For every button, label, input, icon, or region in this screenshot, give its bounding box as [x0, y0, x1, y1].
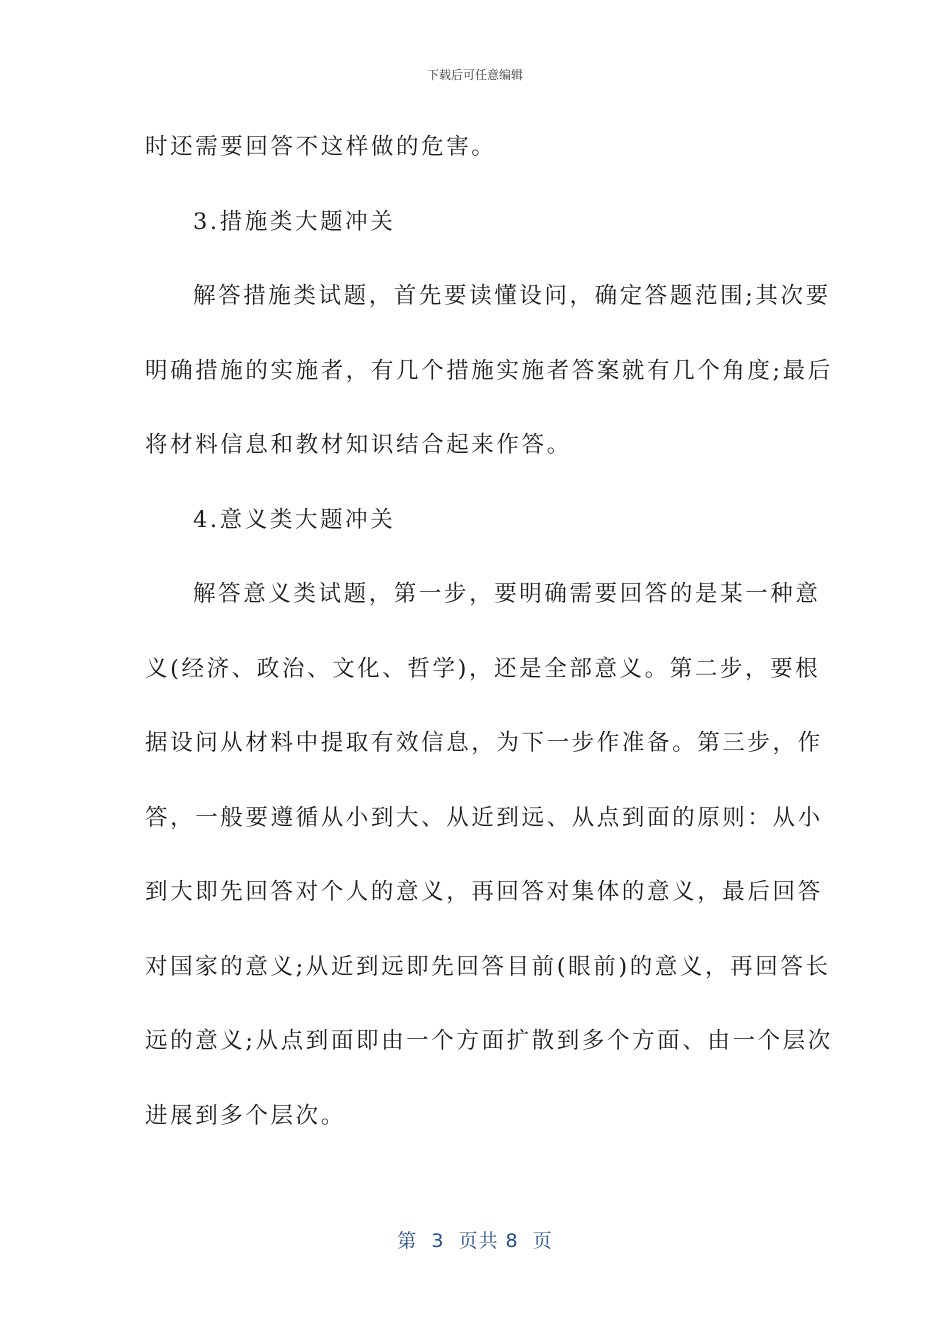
section-heading-significance: 4.意义类大题冲关	[193, 506, 396, 533]
section-heading-measures: 3.措施类大题冲关	[193, 208, 396, 235]
paragraph-line: 将材料信息和教材知识结合起来作答。	[145, 432, 572, 458]
paragraph-line: 解答措施类试题，首先要读懂设问，确定答题范围;其次要	[193, 283, 831, 309]
paragraph-line: 明确措施的实施者，有几个措施实施者答案就有几个角度;最后	[145, 357, 833, 384]
document-body	[145, 122, 833, 1165]
paragraph-line: 答，一般要遵循从小到大、从近到远、从点到面的原则：从小	[145, 804, 823, 831]
paragraph-line: 据设问从材料中提取有效信息，为下一步作准备。第三步，作	[145, 730, 823, 756]
paragraph-line: 对国家的意义;从近到远即先回答目前(眼前)的意义，再回答长	[145, 953, 831, 980]
paragraph-line: 到大即先回答对个人的意义，再回答对集体的意义，最后回答	[145, 879, 823, 905]
paragraph-line: 进展到多个层次。	[145, 1102, 346, 1129]
paragraph-line: 义(经济、政治、文化、哲学)，还是全部意义。第二步，要根	[145, 655, 821, 682]
paragraph-line: 远的意义;从点到面即由一个方面扩散到多个方面、由一个层次	[145, 1028, 833, 1054]
paragraph-line: 时还需要回答不这样做的危害。	[145, 134, 497, 160]
page-number-footer: 第 3 页共 8 页	[397, 1230, 553, 1252]
page-header-note: 下载后可任意编辑	[426, 68, 523, 82]
paragraph-line: 解答意义类试题，第一步，要明确需要回答的是某一种意	[193, 581, 821, 607]
